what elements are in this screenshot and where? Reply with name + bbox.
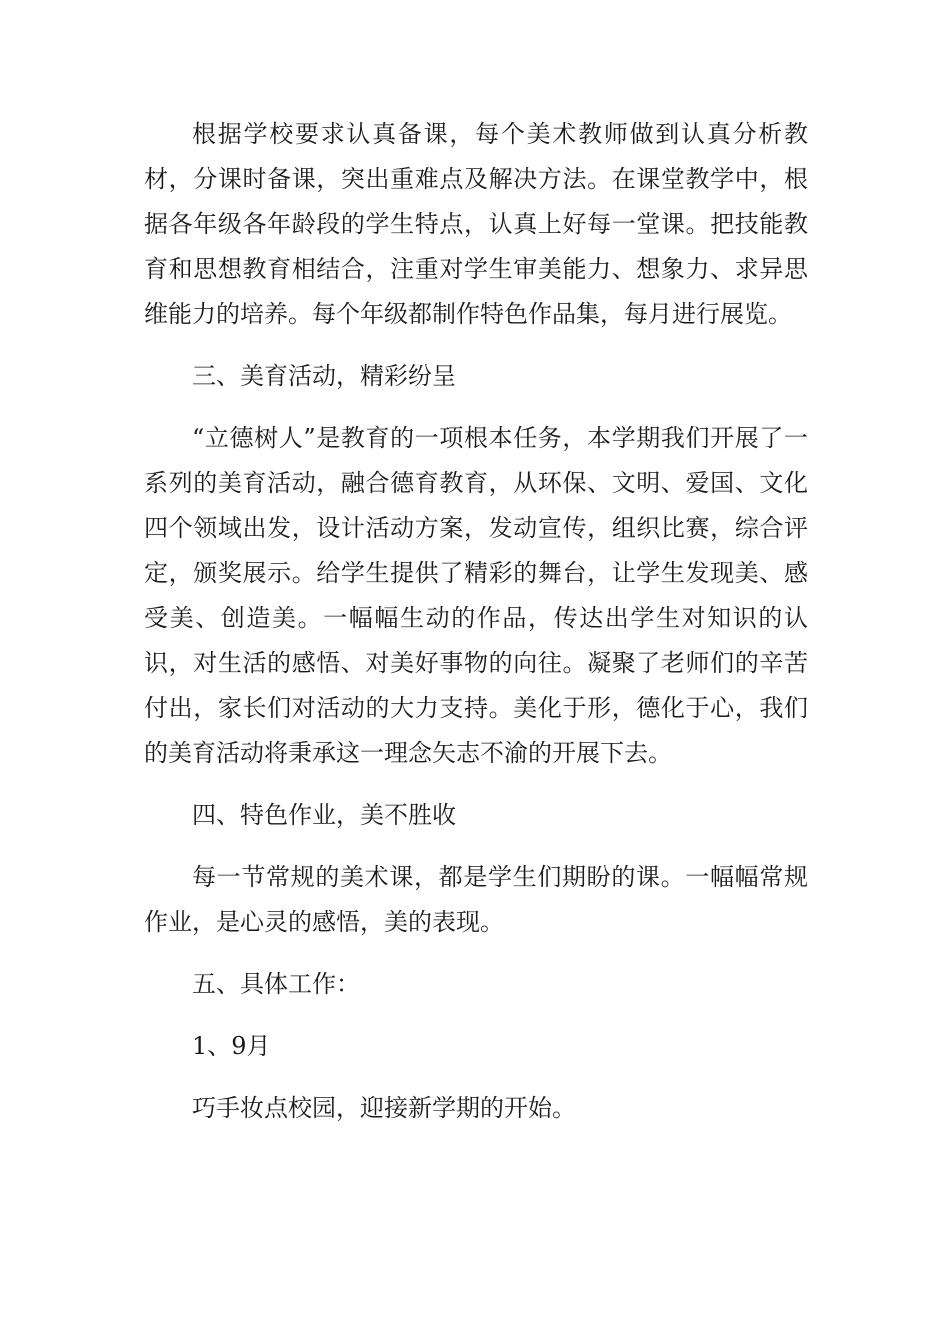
heading-september: 1、9月 xyxy=(192,1032,271,1060)
heading-specific-work: 五、具体工作： xyxy=(192,970,360,998)
paragraph-lesson-prep: 根据学校要求认真备课，每个美术教师做到认真分析教材，分课时备课，突出重难点及解决方法。在课堂教学中，根据各年级各年龄段的学生特点，认真上好每一堂课。把技能教育和思想教育相结合，注重对学生审美能力、想象力、求异思维能力的培养。每个年级都制作特色作品集，每月进行展览。 xyxy=(144,120,808,328)
document-body xyxy=(144,112,808,1131)
heading-aesthetic-activities: 三、美育活动，精彩纷呈 xyxy=(192,362,456,390)
paragraph-special-homework: 每一节常规的美术课，都是学生们期盼的课。一幅幅常规作业，是心灵的感悟，美的表现。 xyxy=(144,863,808,936)
paragraph-september: 巧手妆点校园，迎接新学期的开始。 xyxy=(192,1094,576,1122)
paragraph-aesthetic-activities: “立德树人”是教育的一项根本任务，本学期我们开展了一系列的美育活动，融合德育教育，从环保、文明、爱国、文化四个领域出发，设计活动方案，发动宣传，组织比赛，综合评定，颁奖展示。给学生提供了精彩的舞台，让学生发现美、感受美、创造美。一幅幅生动的作品，传达出学生对知识的认识，对生活的感悟、对美好事物的向往。凝聚了老师们的辛苦付出，家长们对活动的大力支持。美化于形，德化于心，我们的美育活动将秉承这一理念矢志不渝的开展下去。 xyxy=(144,424,808,767)
heading-special-homework: 四、特色作业，美不胜收 xyxy=(192,801,456,829)
